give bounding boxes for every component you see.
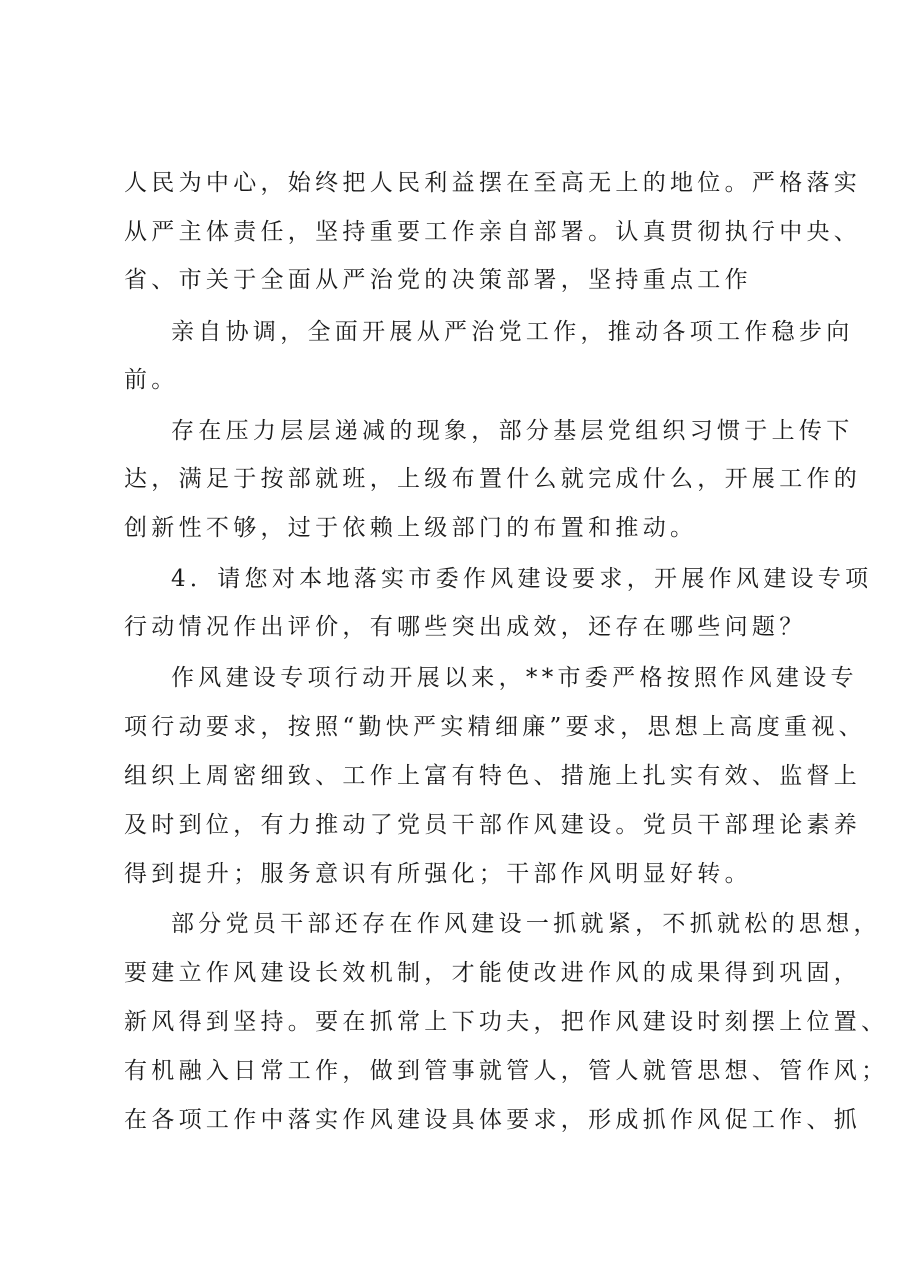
text-line: 亲自协调，全面开展从严治党工作，推动各项工作稳步向 [171,319,854,345]
text-line: 作风建设专项行动开展以来，**市委严格按照作风建设专 [171,665,858,691]
text-line: 组织上周密细致、工作上富有特色、措施上扎实有效、监督上 [124,763,862,789]
text-line: 从严主体责任，坚持重要工作亲自部署。认真贯彻执行中央、 [124,219,862,245]
text-line: 省、市关于全面从严治党的决策部署，坚持重点工作 [124,267,752,293]
text-line: 要建立作风建设长效机制，才能使改进作风的成果得到巩固， [124,960,862,986]
text-line: 存在压力层层递减的现象，部分基层党组织习惯于上传下 [171,418,854,444]
text-line: 达，满足于按部就班，上级布置什么就完成什么，开展工作的 [124,466,862,492]
text-line: 及时到位，有力推动了党员干部作风建设。党员干部理论素养 [124,812,862,838]
text-line: 在各项工作中落实作风建设具体要求，形成抓作风促工作、抓 [124,1107,862,1133]
text-line: 项行动要求，按照“勤快严实精细廉”要求，思想上高度重视、 [124,714,866,740]
text-line: 前。 [124,367,179,393]
text-line: 新风得到坚持。要在抓常上下功夫，把作风建设时刻摆上位置、 [124,1009,889,1035]
text-line: 得到提升；服务意识有所强化；干部作风明显好转。 [124,861,752,887]
question-heading: 行动情况作出评价，有哪些突出成效，还存在哪些问题？ [124,614,807,640]
text-line: 部分党员干部还存在作风建设一抓就紧，不抓就松的思想， [171,911,881,937]
text-line: 创新性不够，过于依赖上级部门的布置和推动。 [124,515,698,541]
text-line: 人民为中心，始终把人民利益摆在至高无上的地位。严格落实 [124,170,862,196]
question-heading: 4．请您对本地落实市委作风建设要求，开展作风建设专项 [171,566,873,592]
text-line: 有机融入日常工作，做到管事就管人，管人就管思想、管作风； [124,1058,889,1084]
